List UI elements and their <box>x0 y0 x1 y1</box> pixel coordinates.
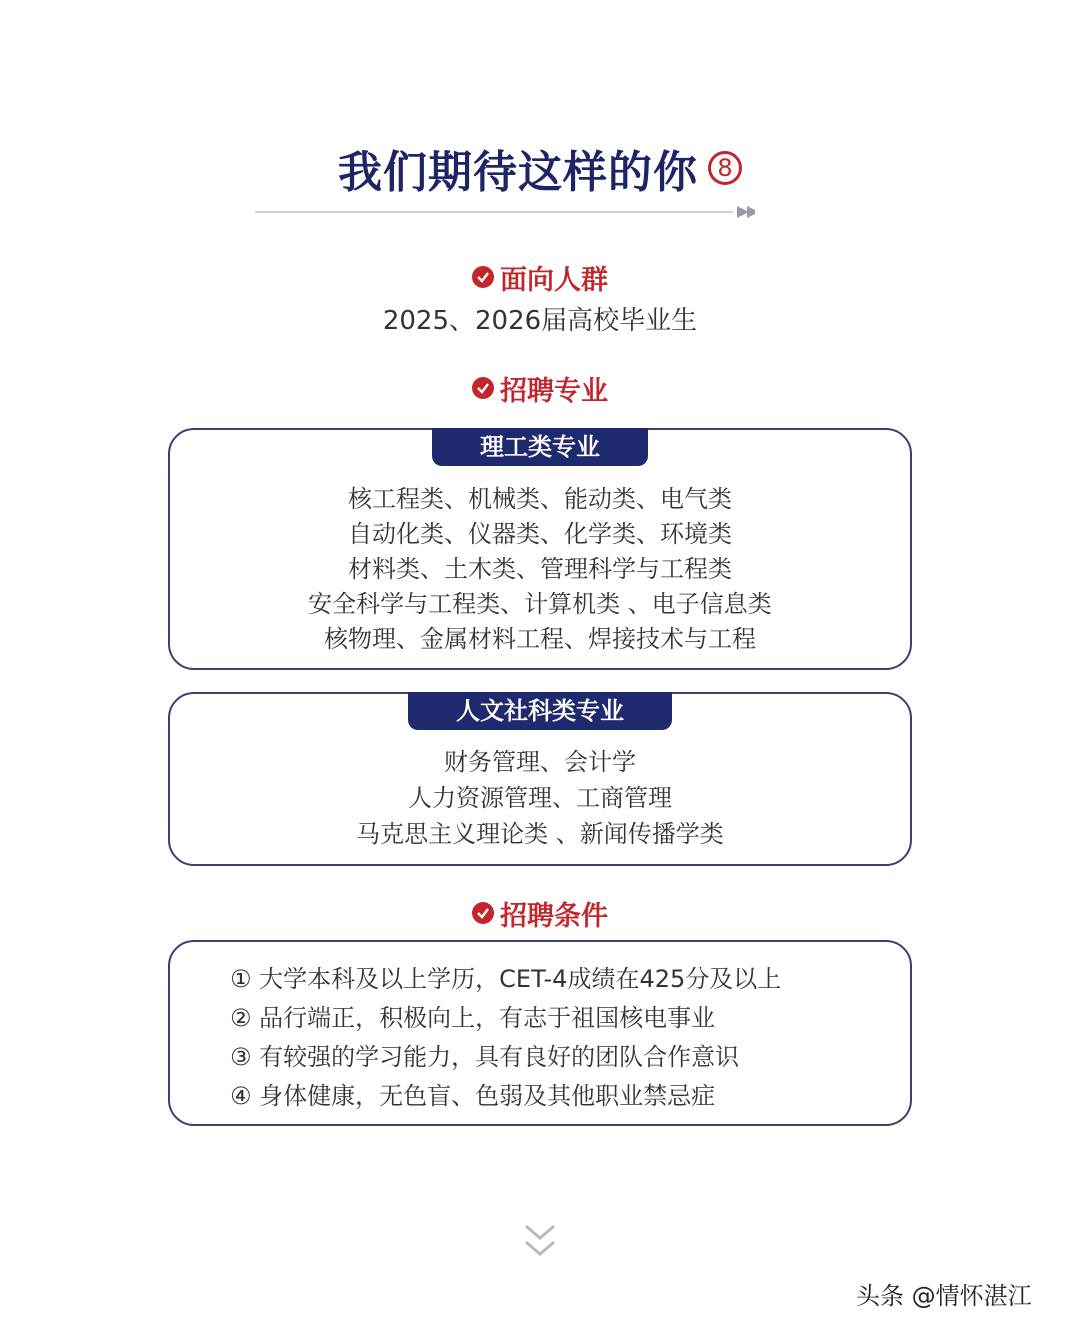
audience-heading <box>0 259 1080 295</box>
science-majors-card <box>168 428 912 670</box>
humanities-majors-list <box>170 744 910 852</box>
list-item: 核工程类、机械类、能动类、电气类 <box>348 485 732 513</box>
list-item: 安全科学与工程类、计算机类 、电子信息类 <box>308 590 772 618</box>
conditions-heading-label: 招聘条件 <box>500 900 608 932</box>
conditions-heading <box>0 895 1080 931</box>
science-majors-list <box>170 482 910 657</box>
double-arrow-right-icon <box>737 206 755 218</box>
conditions-list <box>230 960 781 1116</box>
list-item: 马克思主义理论类 、新闻传播学类 <box>356 820 724 848</box>
list-item: ④ 身体健康，无色盲、色弱及其他职业禁忌症 <box>230 1082 716 1110</box>
title-divider <box>255 203 755 221</box>
list-item: 材料类、土木类、管理科学与工程类 <box>348 555 732 583</box>
list-item: 财务管理、会计学 <box>444 748 636 776</box>
science-majors-tab: 理工类专业 <box>432 428 648 466</box>
humanities-majors-tab: 人文社科类专业 <box>408 692 672 730</box>
audience-text: 2025、2026届高校毕业生 <box>382 306 698 336</box>
list-item: 自动化类、仪器类、化学类、环境类 <box>348 520 732 548</box>
audience-heading-label: 面向人群 <box>500 264 608 296</box>
list-item: 核物理、金属材料工程、焊接技术与工程 <box>324 625 756 653</box>
list-item: 人力资源管理、工商管理 <box>408 784 672 812</box>
list-item: ① 大学本科及以上学历，CET-4成绩在425分及以上 <box>230 965 782 993</box>
majors-heading-label: 招聘专业 <box>500 375 608 407</box>
watermark: 头条 @情怀湛江 <box>856 1282 1032 1310</box>
check-circle-icon <box>472 902 494 924</box>
check-circle-icon <box>472 266 494 288</box>
humanities-majors-card <box>168 692 912 866</box>
conditions-card <box>168 940 912 1126</box>
list-item: ③ 有较强的学习能力，具有良好的团队合作意识 <box>230 1043 740 1071</box>
check-circle-icon <box>472 377 494 399</box>
page-title: 我们期待这样的你 <box>338 147 698 198</box>
title-number-badge: 8 <box>708 151 742 185</box>
list-item: ② 品行端正，积极向上，有志于祖国核电事业 <box>230 1004 716 1032</box>
majors-heading <box>0 370 1080 406</box>
double-chevron-down-icon[interactable] <box>522 1222 558 1262</box>
page-header <box>0 138 1080 198</box>
